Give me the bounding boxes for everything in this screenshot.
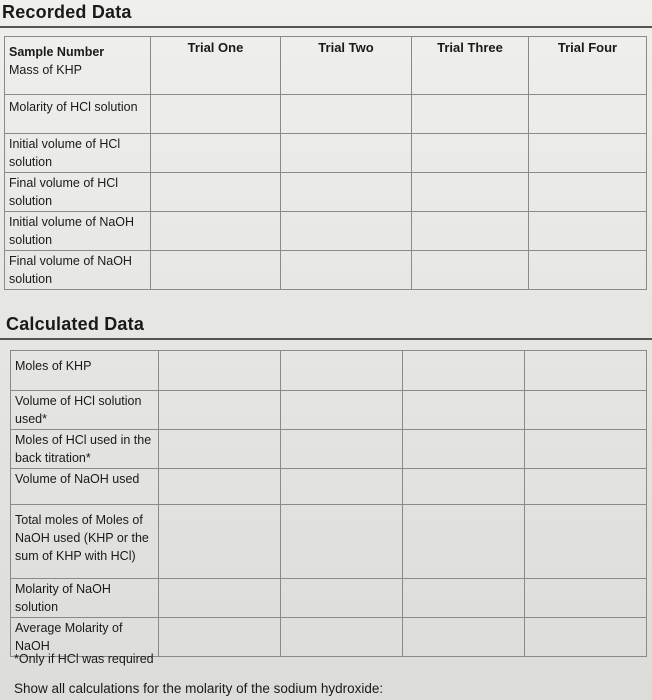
entry-cell[interactable] <box>525 618 647 657</box>
row-label: Initial volume of NaOH solution <box>5 212 151 251</box>
row-label: Volume of HCl solution used* <box>11 391 159 430</box>
entry-cell[interactable] <box>151 251 281 290</box>
entry-cell[interactable] <box>281 95 412 134</box>
entry-cell[interactable] <box>281 505 403 579</box>
entry-cell[interactable] <box>281 391 403 430</box>
entry-cell[interactable] <box>159 430 281 469</box>
row-label: Initial volume of HCl solution <box>5 134 151 173</box>
trial-four-header: Trial Four <box>529 37 647 95</box>
recorded-data-table <box>4 36 647 290</box>
entry-cell[interactable] <box>159 351 281 391</box>
entry-cell[interactable] <box>281 430 403 469</box>
entry-cell[interactable] <box>159 469 281 505</box>
entry-cell[interactable] <box>529 95 647 134</box>
trial-three-header: Trial Three <box>412 37 529 95</box>
entry-cell[interactable] <box>151 95 281 134</box>
entry-cell[interactable] <box>403 391 525 430</box>
entry-cell[interactable] <box>412 134 529 173</box>
trial-two-header: Trial Two <box>281 37 412 95</box>
row-label: Moles of KHP <box>11 351 159 391</box>
entry-cell[interactable] <box>281 618 403 657</box>
entry-cell[interactable] <box>281 579 403 618</box>
entry-cell[interactable] <box>281 251 412 290</box>
entry-cell[interactable] <box>281 351 403 391</box>
sample-number-header: Sample Number <box>9 45 105 59</box>
entry-cell[interactable] <box>529 173 647 212</box>
entry-cell[interactable] <box>412 212 529 251</box>
entry-cell[interactable] <box>412 95 529 134</box>
row-label: Final volume of NaOH solution <box>5 251 151 290</box>
calculated-title-rule <box>0 338 652 340</box>
entry-cell[interactable] <box>151 173 281 212</box>
entry-cell[interactable] <box>403 618 525 657</box>
entry-cell[interactable] <box>159 391 281 430</box>
row-label: Mass of KHP <box>9 63 82 77</box>
entry-cell[interactable] <box>159 579 281 618</box>
entry-cell[interactable] <box>281 469 403 505</box>
entry-cell[interactable] <box>403 579 525 618</box>
row-label: Molarity of NaOH solution <box>11 579 159 618</box>
entry-cell[interactable] <box>525 391 647 430</box>
recorded-data-title: Recorded Data <box>2 2 132 22</box>
entry-cell[interactable] <box>525 351 647 391</box>
entry-cell[interactable] <box>403 469 525 505</box>
row-label: Molarity of HCl solution <box>5 95 151 134</box>
row-label: Final volume of HCl solution <box>5 173 151 212</box>
row-label: Volume of NaOH used <box>11 469 159 505</box>
entry-cell[interactable] <box>159 505 281 579</box>
entry-cell[interactable] <box>525 505 647 579</box>
entry-cell[interactable] <box>525 579 647 618</box>
calculated-data-table <box>10 350 647 657</box>
entry-cell[interactable] <box>151 212 281 251</box>
trial-one-header: Trial One <box>151 37 281 95</box>
entry-cell[interactable] <box>412 251 529 290</box>
entry-cell[interactable] <box>525 469 647 505</box>
entry-cell[interactable] <box>403 351 525 391</box>
calculation-instruction: Show all calculations for the molarity of the sodium hydroxide: <box>14 681 384 696</box>
entry-cell[interactable] <box>525 430 647 469</box>
entry-cell[interactable] <box>529 251 647 290</box>
row-label: Total moles of Moles of NaOH used (KHP or the sum of KHP with HCl) <box>11 505 159 579</box>
recorded-title-rule <box>0 26 652 28</box>
recorded-cell <box>5 37 151 95</box>
entry-cell[interactable] <box>281 212 412 251</box>
entry-cell[interactable] <box>529 134 647 173</box>
entry-cell[interactable] <box>281 134 412 173</box>
entry-cell[interactable] <box>151 134 281 173</box>
entry-cell[interactable] <box>403 430 525 469</box>
footnote: *Only if HCl was required <box>14 652 154 666</box>
row-label: Average Molarity of NaOH <box>11 618 159 657</box>
entry-cell[interactable] <box>412 173 529 212</box>
row-label: Moles of HCl used in the back titration* <box>11 430 159 469</box>
calculated-data-title: Calculated Data <box>6 314 145 334</box>
entry-cell[interactable] <box>529 212 647 251</box>
entry-cell[interactable] <box>403 505 525 579</box>
entry-cell[interactable] <box>281 173 412 212</box>
entry-cell[interactable] <box>159 618 281 657</box>
